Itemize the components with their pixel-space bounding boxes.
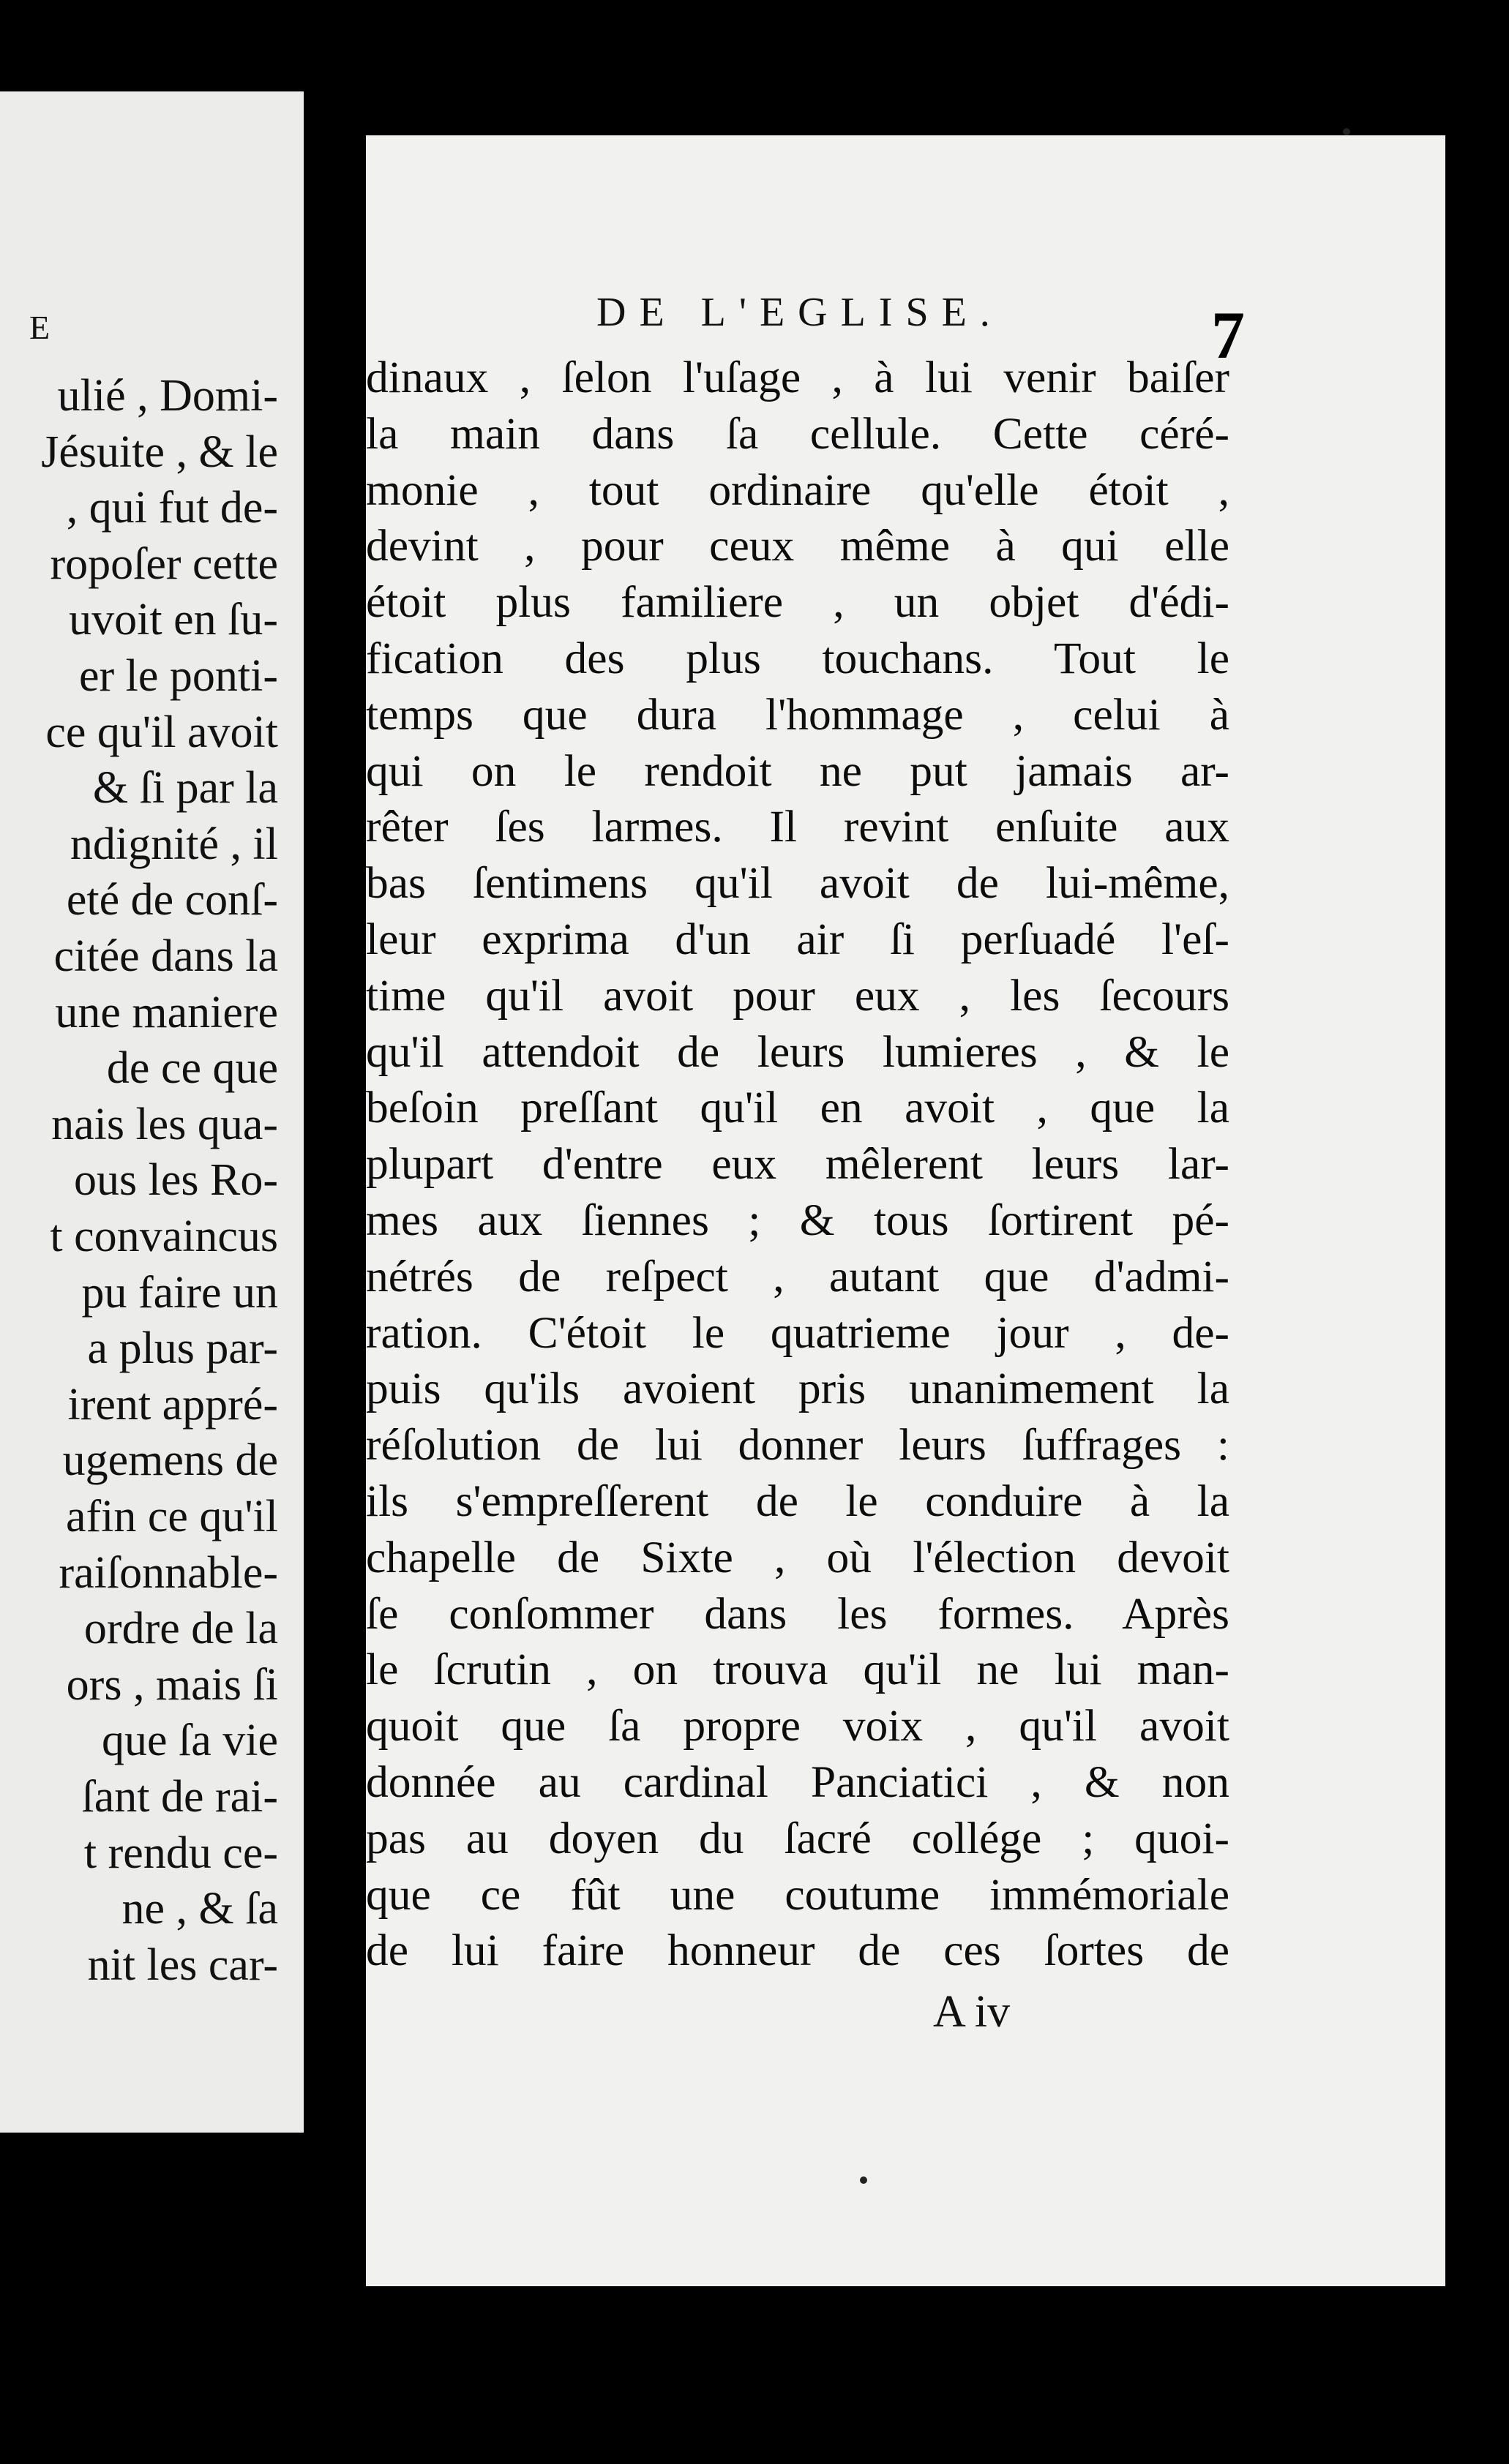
left-page-line: er le ponti- bbox=[78, 651, 278, 701]
text-line: pas au doyen du ſacré collége ; quoi- bbox=[366, 1813, 1229, 1863]
text-line: beſoin preſſant qu'il en avoit , que la bbox=[366, 1083, 1229, 1133]
left-page-line: ors , mais ſi bbox=[66, 1659, 278, 1710]
left-page-line: irent appré- bbox=[67, 1379, 278, 1430]
left-page-line: citée dans la bbox=[53, 931, 278, 981]
text-line: nétrés de reſpect , autant que d'admi- bbox=[366, 1251, 1229, 1302]
left-page-line: Jésuite , & le bbox=[41, 427, 278, 477]
text-line: bas ſentimens qu'il avoit de lui-même, bbox=[366, 858, 1229, 909]
left-page-line: t convaincus bbox=[50, 1212, 278, 1261]
text-line: devint , pour ceux même à qui elle bbox=[366, 521, 1229, 571]
left-page-line: t rendu ce- bbox=[83, 1828, 278, 1878]
left-page-line: pu faire un bbox=[81, 1267, 278, 1318]
signature-mark: A iv bbox=[933, 1987, 1011, 2037]
left-page-line: ordre de la bbox=[83, 1604, 278, 1654]
text-line: plupart d'entre eux mêlerent leurs lar- bbox=[366, 1139, 1229, 1190]
text-line: ration. C'étoit le quatrieme jour , de- bbox=[366, 1307, 1229, 1358]
left-page-line: ndignité , il bbox=[70, 819, 278, 869]
text-line: réſolution de lui donner leurs ſuffrages : bbox=[366, 1420, 1229, 1470]
text-line: dinaux , ſelon l'uſage , à lui venir baiſer bbox=[366, 353, 1229, 402]
text-line: temps que dura l'hommage , celui à bbox=[366, 689, 1229, 740]
text-line: chapelle de Sixte , où l'élection devoit bbox=[366, 1532, 1229, 1582]
left-page-line: , qui fut de- bbox=[66, 483, 278, 533]
left-page-line: nit les car- bbox=[87, 1939, 278, 1990]
left-page-line: ce qu'il avoit bbox=[45, 707, 278, 757]
text-line: donnée au cardinal Panciatici , & non bbox=[366, 1757, 1229, 1807]
text-line: leur exprima d'un air ſi perſuadé l'eſ- bbox=[366, 914, 1229, 964]
left-page-line: que ſa vie bbox=[101, 1716, 278, 1766]
text-line: étoit plus familiere , un objet d'édi- bbox=[366, 577, 1229, 628]
left-page-line: une maniere bbox=[55, 987, 278, 1037]
ink-speck bbox=[1343, 128, 1350, 135]
body-text bbox=[366, 350, 1229, 1979]
text-line: rêter ſes larmes. Il revint enſuite aux bbox=[366, 802, 1229, 852]
text-line: qu'il attendoit de leurs lumieres , & le bbox=[366, 1026, 1229, 1077]
text-line: de lui faire honneur de ces ſortes de bbox=[366, 1926, 1229, 1976]
text-line: fication des plus touchans. Tout le bbox=[366, 633, 1229, 683]
left-page-line: ſant de rai- bbox=[81, 1772, 278, 1822]
left-page-line: & ſi par la bbox=[92, 763, 278, 814]
ink-speck bbox=[860, 2176, 867, 2184]
book-gutter bbox=[304, 88, 366, 2290]
text-line: qui on le rendoit ne put jamais ar- bbox=[366, 745, 1229, 796]
left-page-line: uvoit en ſu- bbox=[69, 595, 278, 645]
text-line: ils s'empreſſerent de le conduire à la bbox=[366, 1476, 1229, 1526]
left-page-header: E bbox=[29, 309, 50, 346]
left-page-line: ne , & ſa bbox=[121, 1884, 278, 1934]
text-line: mes aux ſiennes ; & tous ſortirent pé- bbox=[366, 1195, 1229, 1245]
left-page-line: de ce que bbox=[106, 1043, 278, 1094]
left-page-line: ulié , Domi- bbox=[57, 371, 278, 421]
left-page-line: ropoſer cette bbox=[50, 538, 278, 589]
text-line: puis qu'ils avoient pris unanimement la bbox=[366, 1364, 1229, 1414]
text-line: la main dans ſa cellule. Cette céré- bbox=[366, 408, 1229, 459]
left-page-line: ous les Ro- bbox=[74, 1155, 278, 1206]
page-number: 7 bbox=[1211, 298, 1245, 372]
text-line: le ſcrutin , on trouva qu'il ne lui man- bbox=[366, 1645, 1229, 1695]
left-page-fragment bbox=[0, 91, 304, 2133]
text-line: time qu'il avoit pour eux , les ſecours bbox=[366, 970, 1229, 1021]
left-page-line: ugemens de bbox=[62, 1435, 278, 1486]
text-line: quoit que ſa propre voix , qu'il avoit bbox=[366, 1701, 1229, 1751]
left-page-line: afin ce qu'il bbox=[65, 1492, 278, 1541]
left-page-line: nais les qua- bbox=[51, 1099, 278, 1149]
left-page-line: a plus par- bbox=[87, 1323, 278, 1374]
left-page-line: raiſonnable- bbox=[59, 1547, 278, 1598]
text-line: ſe conſommer dans les formes. Après bbox=[366, 1588, 1229, 1639]
running-header: DE L'EGLISE. bbox=[596, 290, 1003, 335]
text-line: que ce fût une coutume immémoriale bbox=[366, 1869, 1229, 1920]
text-line: monie , tout ordinaire qu'elle étoit , bbox=[366, 465, 1229, 515]
left-page-line: eté de conſ- bbox=[66, 875, 278, 925]
